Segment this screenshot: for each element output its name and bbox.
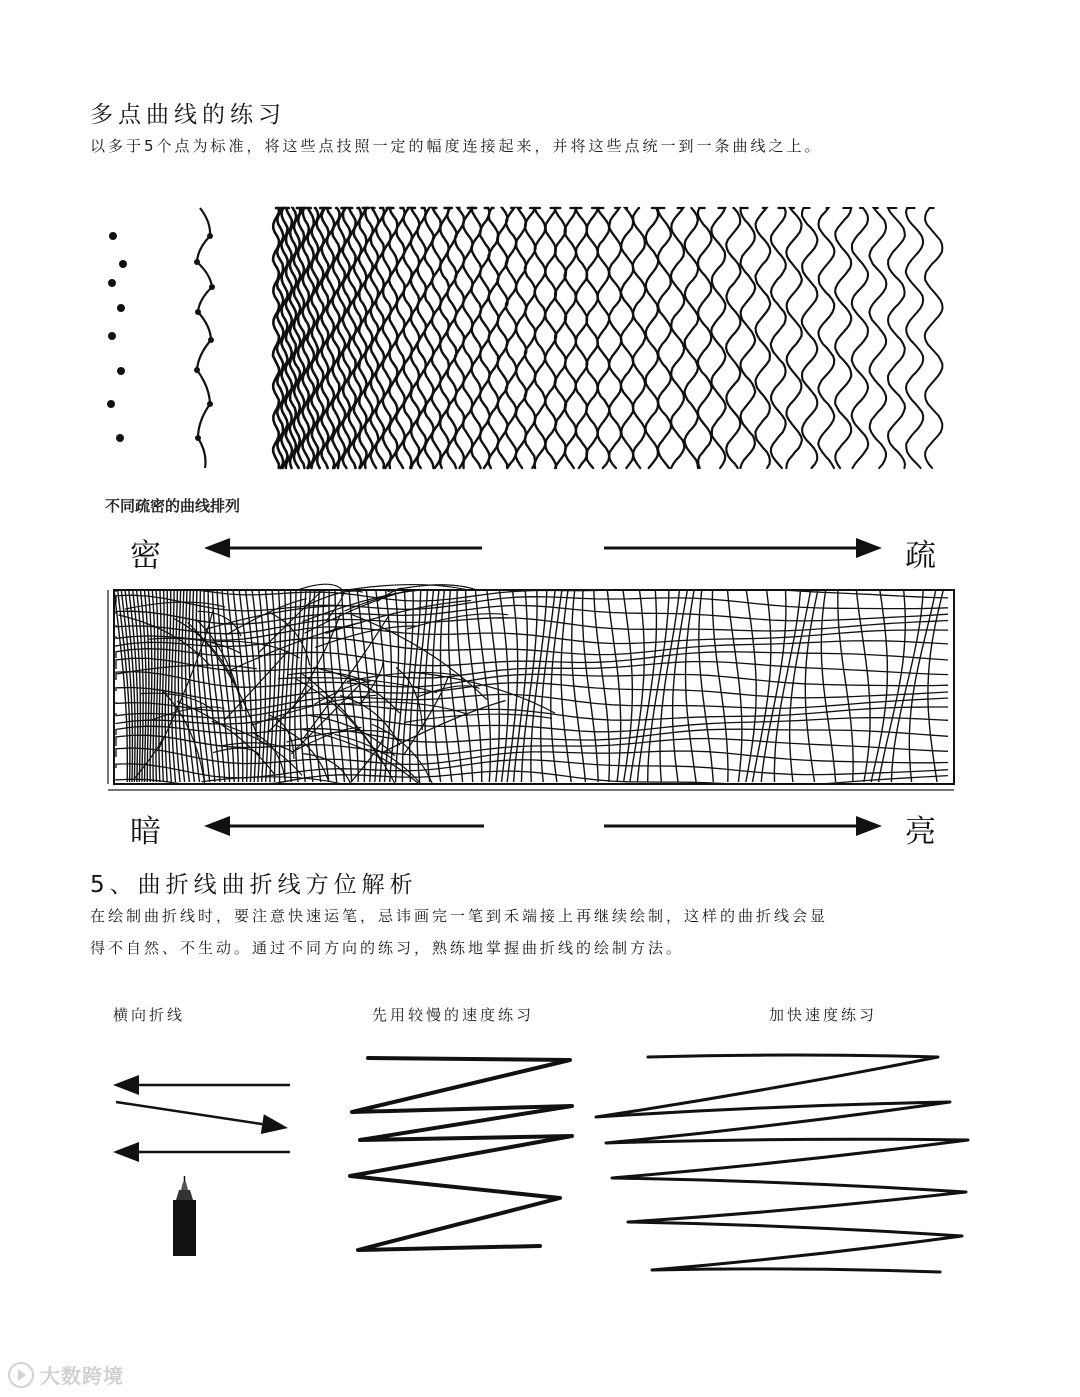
curve-dot	[208, 337, 214, 343]
wave-line	[786, 208, 802, 468]
curve-dot	[207, 233, 213, 239]
grid-vertical-line	[637, 590, 656, 782]
grid-vertical-line	[821, 590, 835, 782]
wave-line	[771, 208, 786, 468]
arrow-right-sparse-head	[856, 538, 882, 558]
wave-line	[534, 208, 545, 468]
wave-line	[802, 208, 818, 468]
fast-zigzag-line	[596, 1055, 968, 1272]
wave-line	[671, 208, 684, 468]
wave-line	[755, 208, 770, 468]
wave-line	[506, 208, 517, 468]
wave-line	[376, 208, 384, 468]
guide-dots	[107, 232, 127, 442]
bright-label: 亮	[905, 814, 936, 850]
wave-line	[726, 208, 741, 468]
crosshatch-grid-block	[108, 584, 954, 790]
hatch-stroke	[213, 748, 260, 756]
density-caption: 不同疏密的曲线排列	[105, 497, 241, 515]
pen-barrel	[173, 1200, 196, 1256]
guide-dot	[119, 260, 127, 268]
label-slow-practice: 先用较慢的速度练习	[372, 1006, 535, 1024]
grid-vertical-line	[686, 590, 697, 782]
dense-label: 密	[130, 538, 161, 574]
label-fast-practice: 加快速度练习	[769, 1006, 878, 1024]
wave-line	[684, 208, 698, 468]
wave-line	[389, 208, 397, 468]
section-2-title: 5、曲折线曲折线方位解析	[90, 872, 418, 898]
wave-line	[586, 208, 598, 468]
wave-line	[869, 208, 886, 468]
guide-dot	[117, 367, 125, 375]
arrow-left-dense-head	[204, 538, 230, 558]
horizontal-fold-arrows	[113, 1075, 290, 1162]
fold-arrow-middle-shaft	[116, 1102, 262, 1124]
wave-line	[658, 208, 671, 468]
wave-line	[645, 208, 658, 468]
pen-icon	[173, 1176, 196, 1256]
curve-dot	[207, 401, 213, 407]
grid-vertical-line	[200, 590, 215, 782]
fold-arrow-middle-head	[261, 1114, 288, 1134]
wave-line	[621, 208, 634, 468]
wave-line	[411, 208, 420, 468]
grid-vertical-line	[699, 590, 714, 782]
guide-dot	[108, 332, 116, 340]
watermark-text: 大数跨境	[40, 1364, 124, 1388]
wave-line	[888, 208, 905, 468]
wave-line	[576, 208, 588, 468]
curve-dot	[194, 259, 200, 265]
grid-vertical-line	[805, 590, 819, 782]
dot-connection-curve	[194, 208, 215, 468]
wave-line	[698, 208, 712, 468]
arrow-left-dark-head	[204, 816, 230, 836]
wave-line	[852, 208, 869, 468]
wave-line	[609, 208, 622, 468]
wave-line	[365, 208, 373, 468]
wave-line	[597, 208, 609, 468]
slow-zigzag-line	[350, 1058, 572, 1250]
wave-line	[906, 208, 924, 468]
grid-vertical-line	[761, 590, 786, 782]
section-2-description-line-1: 在绘制曲折线时，要注意快速运笔，忌讳画完一笔到禾端接上再继续绘制，这样的曲折线会显	[90, 907, 829, 925]
pen-collar	[176, 1190, 193, 1200]
dark-label: 暗	[130, 814, 161, 850]
wave-line	[633, 208, 646, 468]
grid-vertical-line	[790, 590, 811, 782]
slow-zigzag-drawing	[350, 1058, 572, 1250]
wave-line	[835, 208, 851, 468]
grid-horizontal-line	[116, 748, 948, 764]
guide-dot	[107, 400, 115, 408]
wave-line	[565, 208, 577, 468]
curve-dot	[209, 284, 215, 290]
wave-line	[925, 208, 943, 468]
fold-arrow-bottom-head	[113, 1142, 139, 1162]
section-2-description-line-2: 得不自然、不生动。通过不同方向的练习，熟练地掌握曲折线的绘制方法。	[90, 939, 685, 957]
curve-dot	[195, 309, 201, 315]
wave-line	[471, 208, 481, 468]
wave-line	[740, 208, 755, 468]
section-description: 以多于5个点为标准，将这些点技照一定的幅度连接起来，并将这些点统一到一条曲线之上。	[90, 137, 823, 155]
guide-dot	[117, 304, 125, 312]
arrow-right-bright-head	[856, 816, 882, 836]
wave-line	[711, 208, 725, 468]
grid-vertical-line	[660, 590, 680, 782]
play-logo-icon	[8, 1362, 34, 1388]
wave-lines-density-block	[273, 208, 943, 468]
watermark	[8, 1360, 124, 1389]
wave-line	[488, 208, 498, 468]
grid-horizontal-line	[116, 760, 948, 778]
curve-dot	[195, 435, 201, 441]
wave-line	[818, 208, 834, 468]
guide-dot	[108, 279, 116, 287]
label-horizontal-fold: 横向折线	[113, 1006, 186, 1024]
wave-line	[516, 208, 527, 468]
sparse-label: 疏	[905, 538, 936, 574]
curve-dot	[194, 367, 200, 373]
wave-line	[396, 208, 405, 468]
fast-zigzag-drawing	[596, 1055, 968, 1272]
pen-tip	[181, 1182, 188, 1190]
guide-dot	[116, 434, 124, 442]
fold-arrow-top-head	[113, 1075, 139, 1095]
guide-dot	[109, 232, 117, 240]
section-title: 多点曲线的练习	[90, 102, 286, 128]
